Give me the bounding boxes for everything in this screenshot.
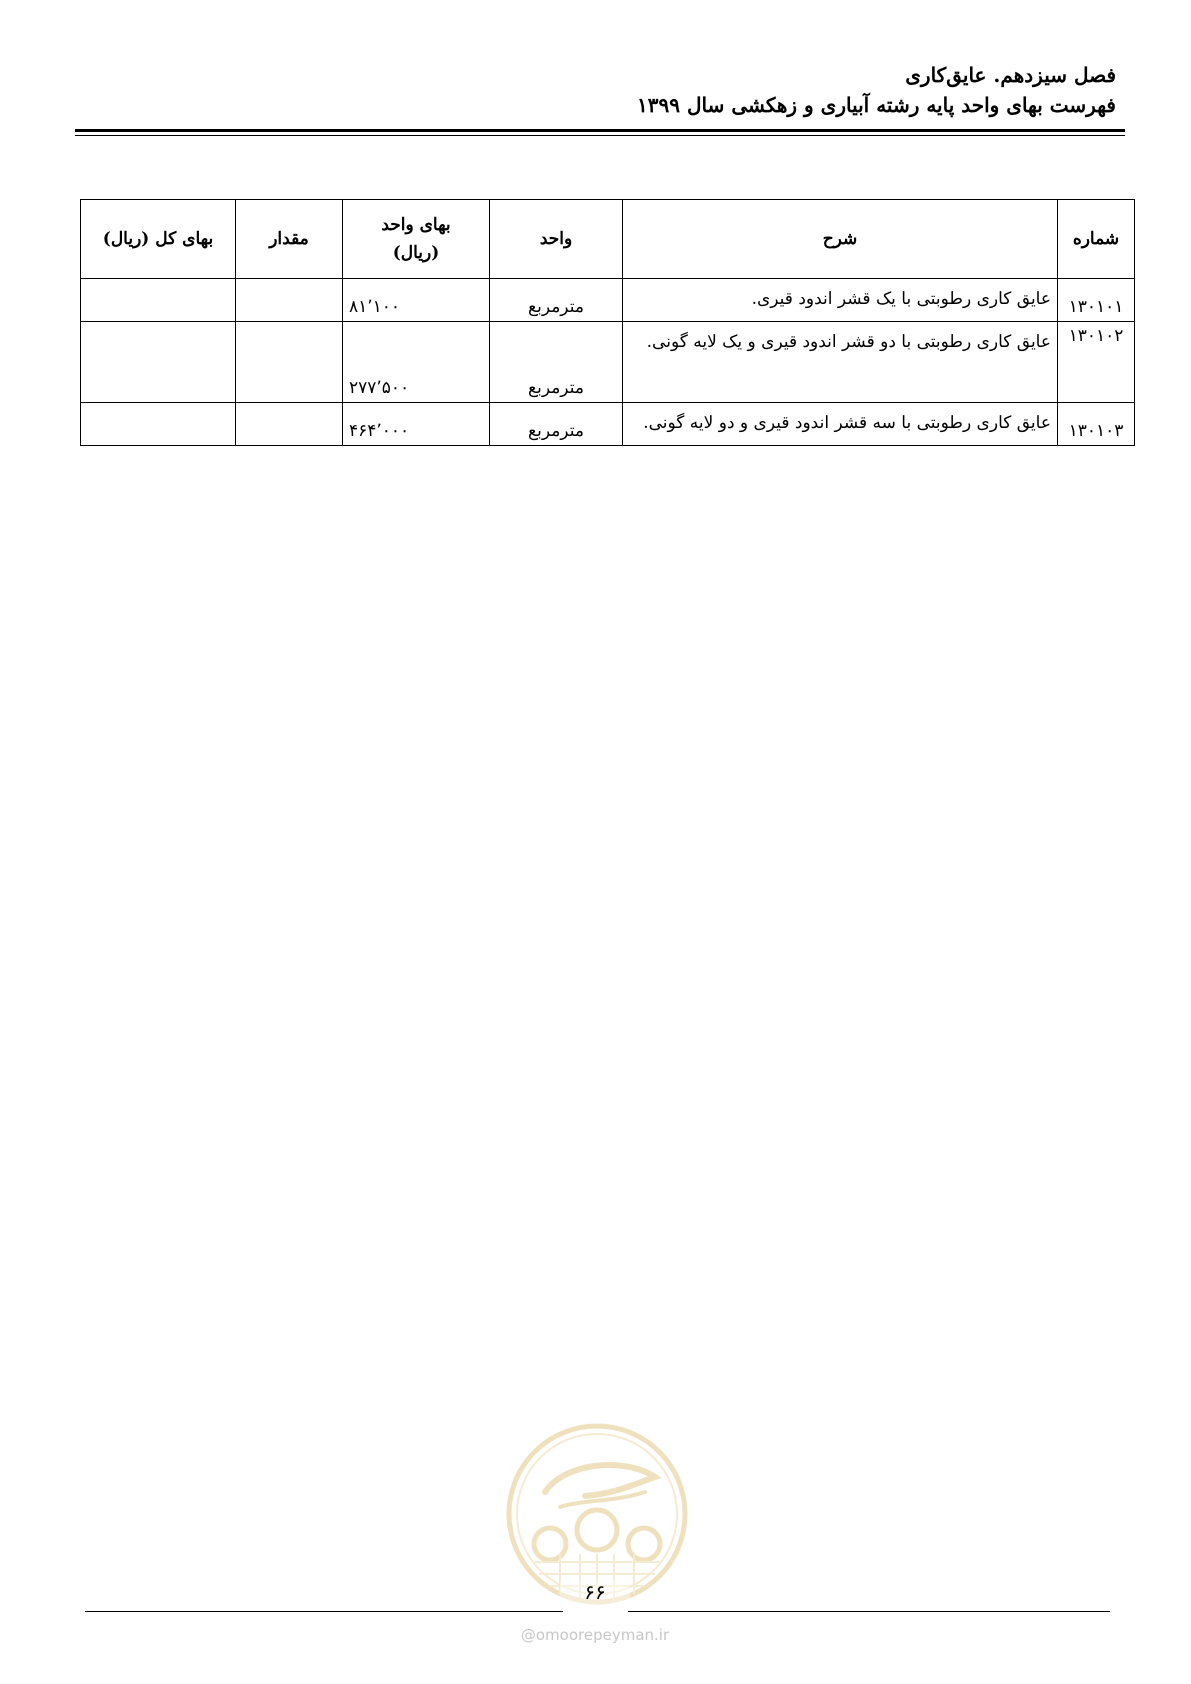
- table-row: [81, 279, 1135, 322]
- row-number: ۱۳۰۱۰۳: [1058, 403, 1135, 446]
- header-unit: واحد: [490, 200, 623, 279]
- table-row: [81, 403, 1135, 446]
- table-header-row: [81, 200, 1135, 279]
- row-quantity: [236, 322, 343, 403]
- omoore-peyman-logo-icon: [505, 1422, 689, 1606]
- footer-rule-left: [85, 1611, 563, 1612]
- header-number: شماره: [1058, 200, 1135, 279]
- row-number: ۱۳۰۱۰۱: [1058, 279, 1135, 322]
- row-total-price: [81, 322, 236, 403]
- row-unit-price: ۲۷۷٬۵۰۰: [343, 322, 490, 403]
- row-unit-price: ۸۱٬۱۰۰: [343, 279, 490, 322]
- document-title: فهرست بهای واحد پایه رشته آبیاری و زهکشی سال ۱۳۹۹: [637, 93, 1116, 117]
- header-quantity: مقدار: [236, 200, 343, 279]
- row-unit: مترمربع: [490, 322, 623, 403]
- row-total-price: [81, 403, 236, 446]
- row-description: عایق کاری رطوبتی با یک قشر اندود قیری.: [623, 279, 1058, 322]
- table-row: [81, 322, 1135, 403]
- header-rule-thick: [75, 129, 1125, 132]
- page-number: ۶۶: [560, 1580, 630, 1604]
- header-total-price: بهای کل (ریال): [81, 200, 236, 279]
- header-description: شرح: [623, 200, 1058, 279]
- row-number: ۱۳۰۱۰۲: [1058, 322, 1135, 403]
- row-description: عایق کاری رطوبتی با دو قشر اندود قیری و یک لایه گونی.: [623, 322, 1058, 403]
- row-unit-price: ۴۶۴٬۰۰۰: [343, 403, 490, 446]
- row-unit: مترمربع: [490, 403, 623, 446]
- footer-rule-right: [628, 1611, 1110, 1612]
- header-unit-price-label: بهای واحد: [381, 215, 451, 235]
- row-quantity: [236, 279, 343, 322]
- row-quantity: [236, 403, 343, 446]
- row-total-price: [81, 279, 236, 322]
- row-unit: مترمربع: [490, 279, 623, 322]
- header-unit-price: [343, 200, 490, 279]
- page-header: [66, 60, 1116, 120]
- header-unit-price-currency: (ریال): [392, 243, 440, 263]
- price-list-table: [80, 199, 1135, 446]
- header-rule-thin: [75, 135, 1125, 136]
- chapter-title: فصل سیزدهم. عایق‌کاری: [905, 63, 1116, 87]
- website-url: @omoorepeyman.ir: [520, 1626, 670, 1644]
- row-description: عایق کاری رطوبتی با سه قشر اندود قیری و دو لایه گونی.: [623, 403, 1058, 446]
